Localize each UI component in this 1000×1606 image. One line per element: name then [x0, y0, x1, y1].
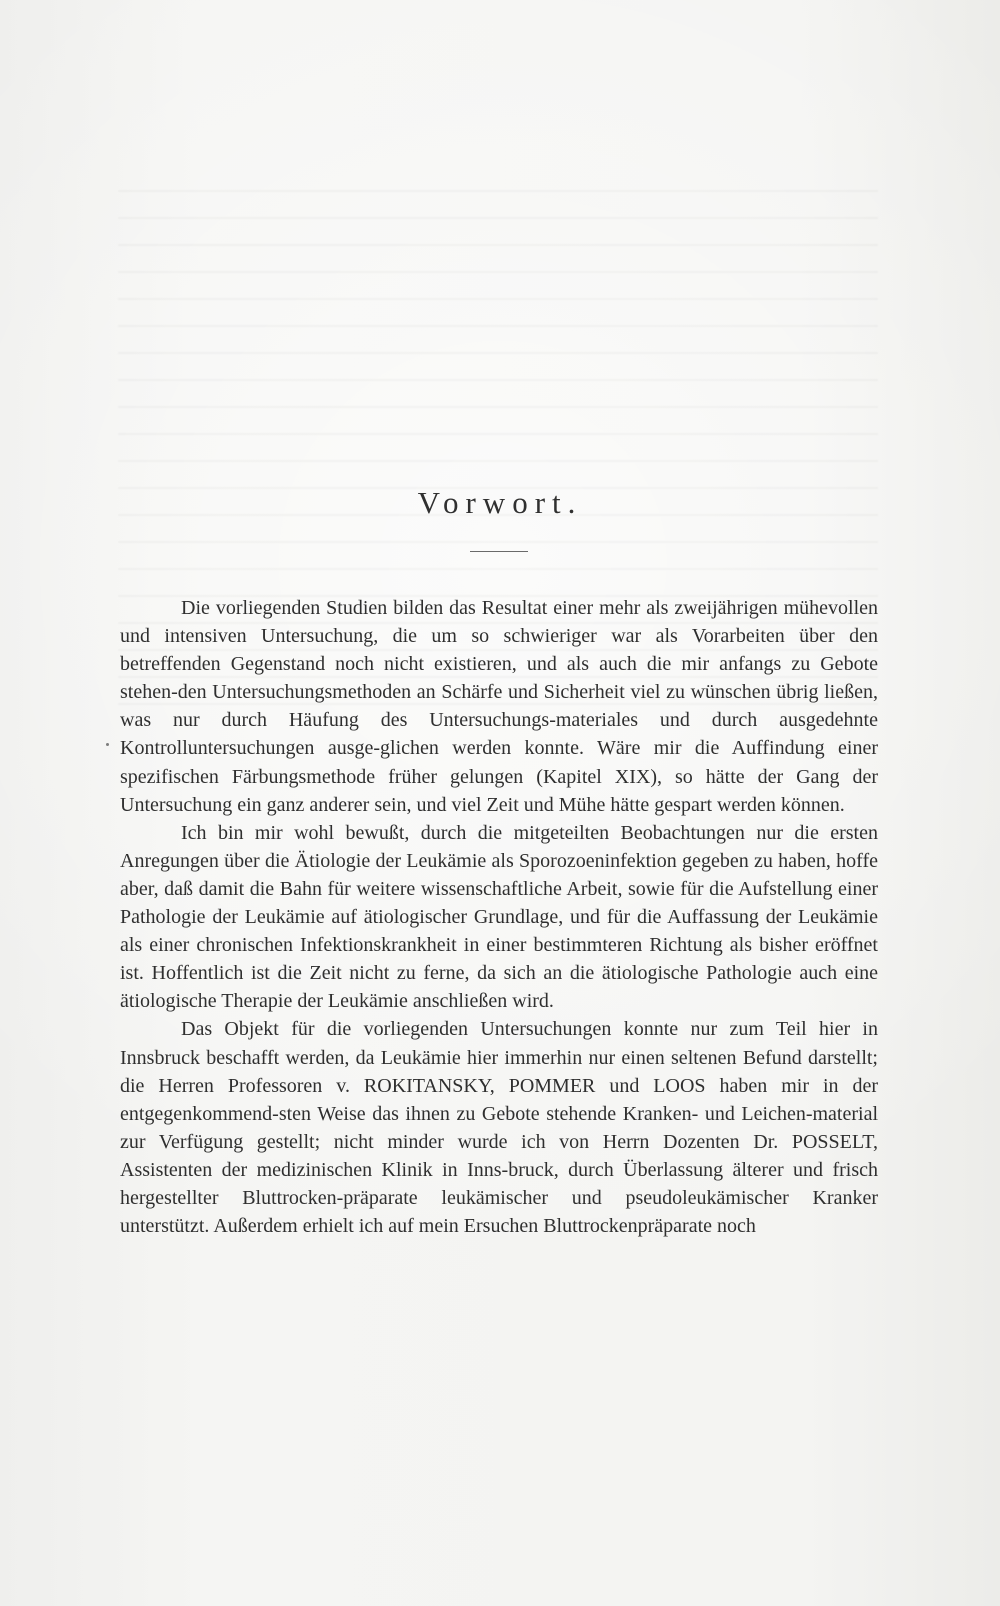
margin-mark: [106, 743, 109, 746]
paragraph-3: Das Objekt für die vorliegenden Untersuchungen konnte nur zum Teil hier in Innsbruck beschafft werden, da Leukämie hier immerhin nur einen seltenen Befund darstellt; die Herren Professoren v. ROKITANSKY, POMMER und LOOS haben mir in der entgegenkommend-sten Weise das ihnen zu Gebote stehende Kranken- und Leichen-material zur Verfügung gestellt; nicht minder wurde ich von Herrn Dozenten Dr. POSSELT, Assistenten der medizinischen Klinik in Inns-bruck, durch Überlassung älterer und frisch hergestellter Bluttrocken-präparate leukämischer und pseudoleukämischer Kranker unterstützt. Außerdem erhielt ich auf mein Ersuchen Bluttrockenpräparate noch: [120, 1018, 878, 1238]
body-text: [120, 594, 878, 1240]
page-title: Vorwort.: [417, 485, 583, 520]
paragraph-1: Die vorliegenden Studien bilden das Resultat einer mehr als zweijährigen mühevollen und intensiven Untersuchung, die um so schwieriger war als Vorarbeiten über den betreffenden Gegenstand noch nicht existieren, und als auch die mir anfangs zu Gebote stehen-den Untersuchungsmethoden an Schärfe und Sicherheit viel zu wünschen übrig ließen, was nur durch Häufung des Untersuchungs-materiales und durch ausgedehnte Kontrolluntersuchungen ausge-glichen werden konnte. Wäre mir die Auffindung einer spezifischen Färbungsmethode früher gelungen (Kapitel XIX), so hätte der Gang der Untersuchung ein ganz anderer sein, und viel Zeit und Mühe hätte gespart werden können.: [120, 597, 878, 816]
title-divider: [470, 551, 528, 552]
paragraph-2: Ich bin mir wohl bewußt, durch die mitgeteilten Beobachtungen nur die ersten Anregungen über die Ätiologie der Leukämie als Sporozoeninfektion gegeben zu haben, hoffe aber, daß damit die Bahn für weitere wissenschaftliche Arbeit, sowie für die Aufstellung einer Pathologie der Leukämie auf ätiologischer Grundlage, und für die Auffassung der Leukämie als einer chronischen Infektionskrankheit in einer bestimmteren Richtung als bisher eröffnet ist. Hoffentlich ist die Zeit nicht zu ferne, da sich an die ätiologische Pathologie auch eine ätiologische Therapie der Leukämie anschließen wird.: [120, 821, 878, 1013]
